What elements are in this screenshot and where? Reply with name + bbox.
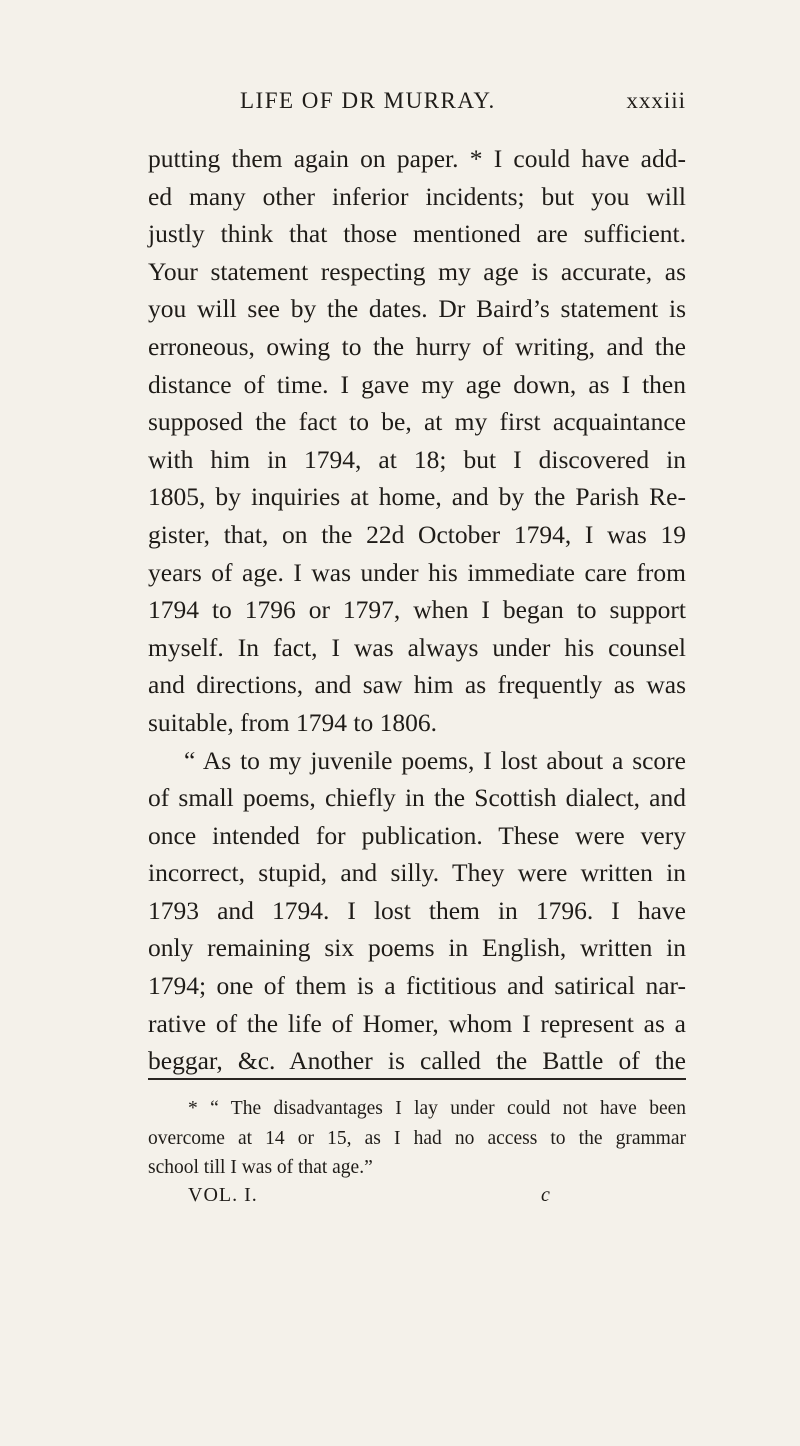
- text-line: rative of the life of Homer, whom I represent as a: [148, 1008, 686, 1038]
- footnote-line: school till I was of that age.”: [148, 1157, 373, 1178]
- text-line: you will see by the dates. Dr Baird’s statement is: [148, 294, 686, 324]
- text-line: putting them again on paper. * I could have add-: [148, 144, 686, 173]
- footnote-line: overcome at 14 or 15, as I had no access to the grammar: [148, 1127, 686, 1149]
- text-line: once intended for publication. These were very: [148, 820, 686, 850]
- page-number: xxxiii: [626, 88, 686, 113]
- text-line: “ As to my juvenile poems, I lost about a score: [184, 745, 686, 775]
- footnote-line: * “ The disadvantages I lay under could not have been: [188, 1098, 686, 1119]
- text-line: distance of time. I gave my age down, as I then: [148, 369, 686, 399]
- text-line: incorrect, stupid, and silly. They were written in: [148, 858, 686, 888]
- text-line: gister, that, on the 22d October 1794, I was 19: [148, 519, 686, 549]
- text-line: 1794; one of them is a fictitious and satirical nar-: [148, 971, 686, 1001]
- volume-number: VOL. I.: [188, 1184, 258, 1206]
- body-text: [148, 140, 686, 1080]
- running-title: LIFE OF DR MURRAY.: [240, 88, 496, 113]
- text-line: supposed the fact to be, at my first acquaintance: [148, 407, 686, 437]
- text-line: 1805, by inquiries at home, and by the Parish Re-: [148, 482, 686, 512]
- text-line: years of age. I was under his immediate care from: [148, 557, 686, 587]
- text-line: myself. In fact, I was always under his counsel: [148, 632, 686, 662]
- text-line: Your statement respecting my age is accurate, as: [148, 256, 686, 286]
- text-line: suitable, from 1794 to 1806.: [148, 707, 437, 737]
- text-line: 1793 and 1794. I lost them in 1796. I have: [148, 895, 686, 925]
- text-line: justly think that those mentioned are sufficient.: [148, 219, 686, 249]
- text-line: beggar, &c. Another is called the Battle of the: [148, 1046, 686, 1076]
- running-head: [148, 88, 686, 120]
- footnote: [148, 1094, 686, 1183]
- text-line: with him in 1794, at 18; but I discovered in: [148, 444, 686, 474]
- signature-mark: c: [541, 1184, 550, 1206]
- signature-line: [188, 1184, 608, 1212]
- text-line: of small poems, chiefly in the Scottish dialect, and: [148, 783, 686, 813]
- text-line: erroneous, owing to the hurry of writing, and the: [148, 331, 686, 361]
- text-line: 1794 to 1796 or 1797, when I began to support: [148, 595, 686, 625]
- text-line: only remaining six poems in English, written in: [148, 933, 686, 963]
- footnote-rule: [148, 1078, 686, 1080]
- text-line: and directions, and saw him as frequently as was: [148, 670, 686, 700]
- text-line: ed many other inferior incidents; but you will: [148, 181, 686, 211]
